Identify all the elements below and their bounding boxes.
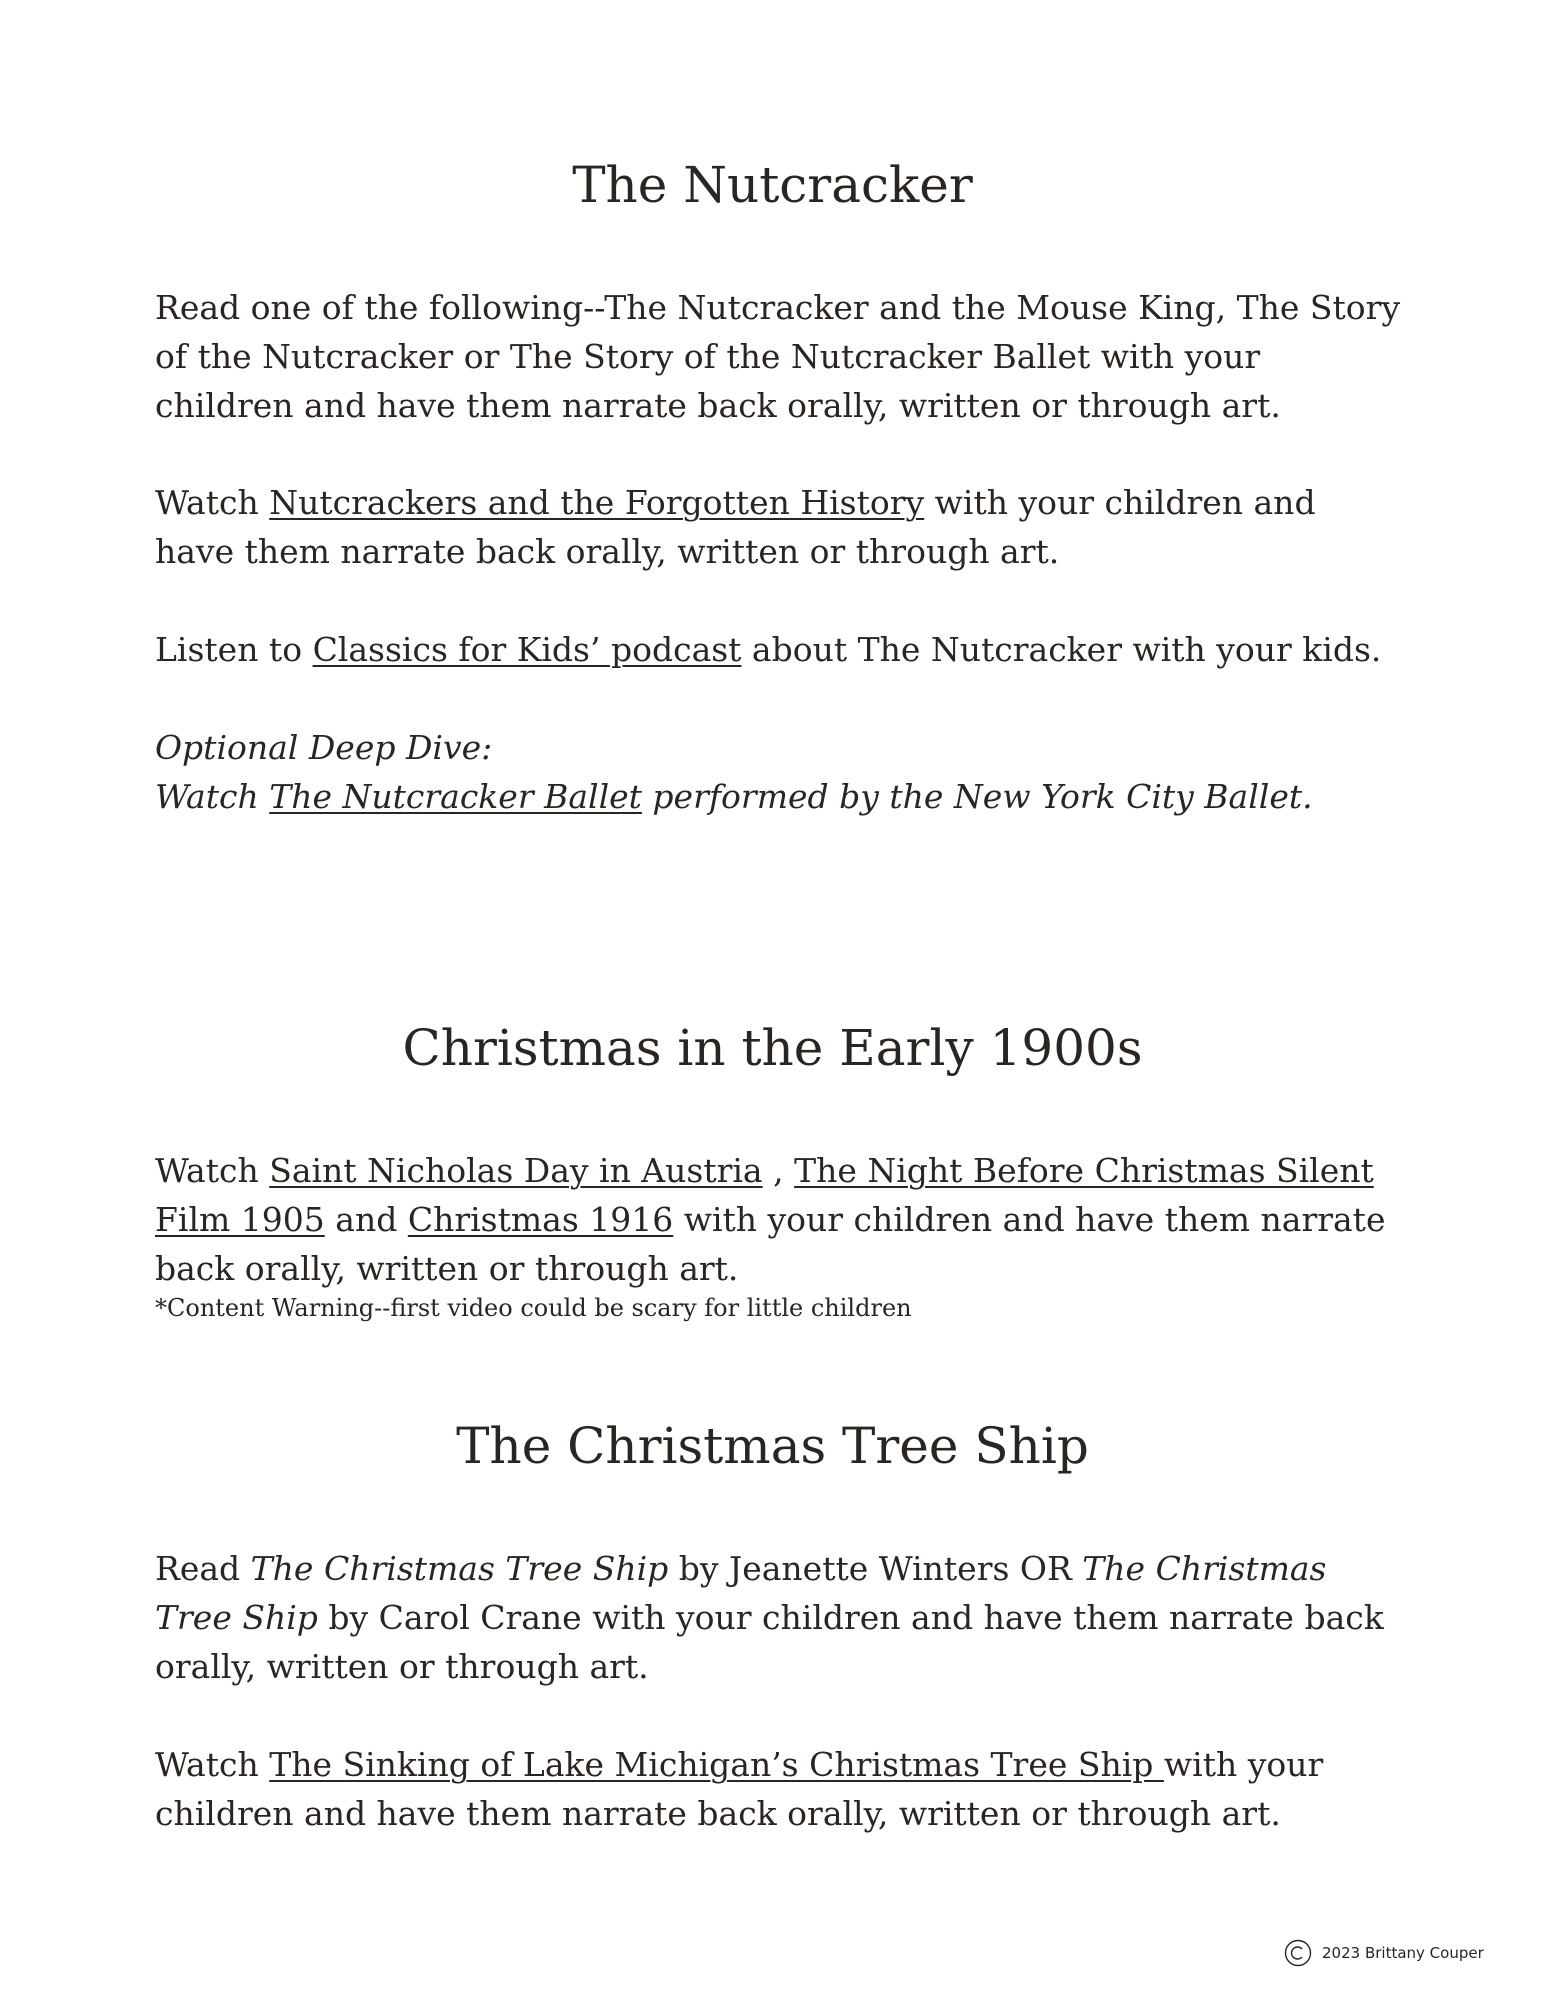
paragraph-text: with your children and have them narrate back orally, written or through art. xyxy=(155,1200,1386,1288)
link-christmas-1916[interactable]: Christmas 1916 xyxy=(407,1200,674,1239)
section-title-nutcracker: The Nutcracker xyxy=(572,156,973,214)
link-saint-nicholas-day-austria[interactable]: Saint Nicholas Day in Austria xyxy=(269,1151,763,1190)
tree-ship-watch-paragraph xyxy=(155,1740,1405,1838)
paragraph-text: performed by the New York City Ballet. xyxy=(641,777,1313,816)
book-title: The Christmas Tree Ship xyxy=(155,1549,1327,1637)
optional-deep-dive xyxy=(155,723,1405,821)
content-warning: *Content Warning--first video could be scary for little children xyxy=(155,1294,912,1322)
paragraph-text: Watch xyxy=(155,1745,270,1784)
tree-ship-reading-paragraph xyxy=(155,1544,1405,1691)
paragraph-text: Listen to xyxy=(155,630,313,669)
link-nutcrackers-forgotten-history[interactable]: Nutcrackers and the Forgotten History xyxy=(269,483,925,522)
book-title: The Christmas Tree Ship xyxy=(250,1549,669,1588)
early-1900s-watch-paragraph xyxy=(155,1146,1405,1293)
paragraph-text: about The Nutcracker with your kids. xyxy=(741,630,1382,669)
link-classics-for-kids-podcast[interactable]: Classics for Kids’ podcast xyxy=(312,630,742,669)
nutcracker-listen-paragraph xyxy=(155,625,1405,674)
nutcracker-reading-paragraph xyxy=(155,283,1405,430)
copyright-icon xyxy=(1284,1939,1312,1967)
deep-dive-label: Optional Deep Dive: xyxy=(155,728,493,767)
paragraph-text: with your children and have them narrate back orally, written or through art. xyxy=(155,1745,1324,1833)
paragraph-text: Watch xyxy=(155,1151,270,1190)
paragraph-text: Read one of the following--The Nutcracker and the Mouse King, The Story of the Nutcracker or The Story of the Nutcracker Ballet with your children and have them narrate back orally, written or through art. xyxy=(155,288,1401,425)
paragraph-text: with your children and have them narrate back orally, written or through art. xyxy=(155,483,1316,571)
link-sinking-christmas-tree-ship[interactable]: The Sinking of Lake Michigan’s Christmas Tree Ship xyxy=(269,1745,1164,1784)
link-nutcracker-ballet[interactable]: The Nutcracker Ballet xyxy=(269,777,642,816)
paragraph-text: by Carol Crane with your children and have them narrate back orally, written or through art. xyxy=(155,1598,1384,1686)
paragraph-text: Watch xyxy=(155,483,270,522)
copyright-footer xyxy=(1284,1938,1484,1968)
paragraph-text: , xyxy=(762,1151,795,1190)
paragraph-text: Read xyxy=(155,1549,251,1588)
section-title-christmas-tree-ship: The Christmas Tree Ship xyxy=(456,1417,1089,1475)
paragraph-text: and xyxy=(324,1200,408,1239)
paragraph-text: Watch xyxy=(155,777,270,816)
section-title-early-1900s: Christmas in the Early 1900s xyxy=(402,1019,1143,1077)
nutcracker-watch-paragraph xyxy=(155,478,1405,576)
paragraph-text: by Jeanette Winters OR xyxy=(668,1549,1083,1588)
link-night-before-christmas-1905[interactable]: The Night Before Christmas Silent Film 1905 xyxy=(155,1151,1374,1239)
copyright-text: 2023 Brittany Couper xyxy=(1322,1944,1484,1962)
